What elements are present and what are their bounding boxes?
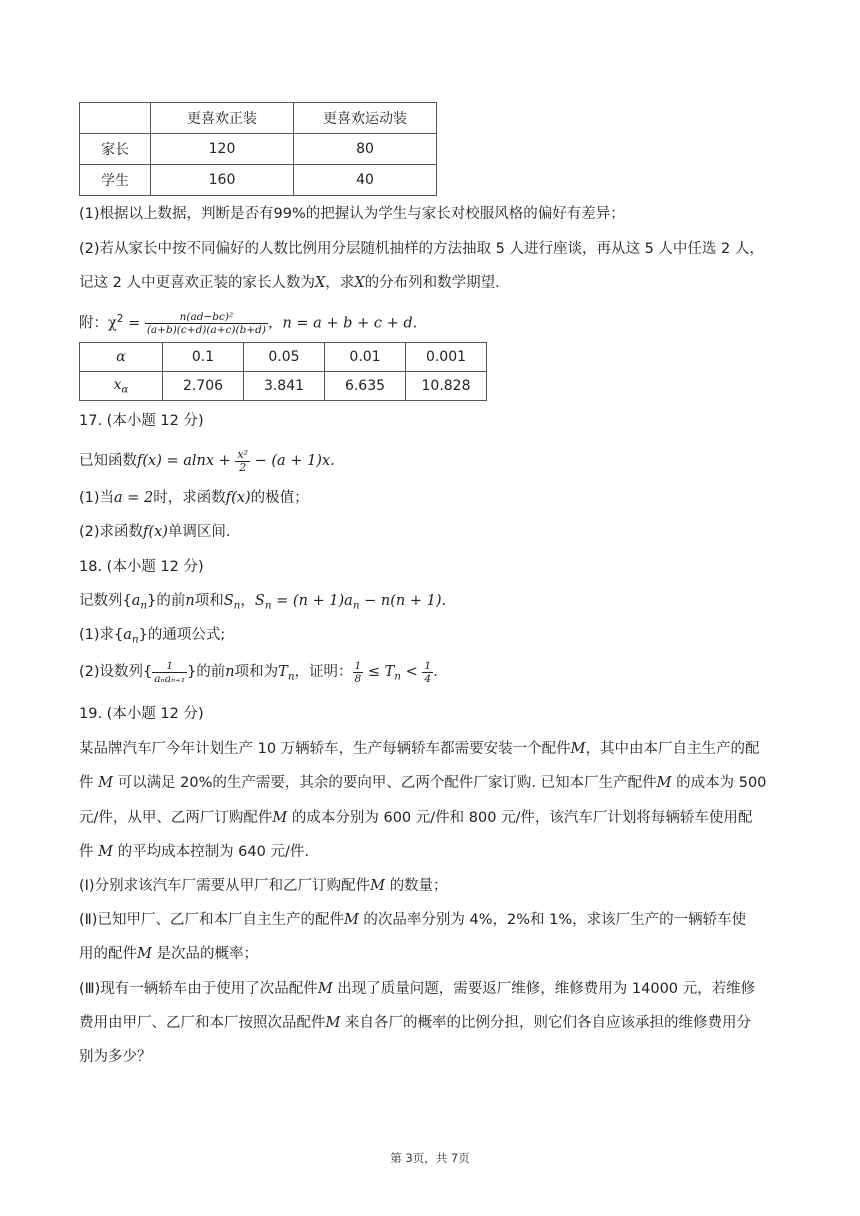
table-row — [80, 343, 487, 372]
q19-text-line1: 某品牌汽车厂今年计划生产 10 万辆轿车，生产每辆轿车都需要安装一个配件M，其中由本厂自主生产的配 — [79, 741, 760, 757]
page-footer: 第 3页，共 7页 — [390, 1151, 470, 1165]
table-header-cell — [80, 103, 151, 134]
table-cell: 0.001 — [406, 343, 487, 372]
table-cell: 120 — [151, 134, 294, 165]
table-cell: 3.841 — [244, 372, 325, 401]
q16-part2-line1: (2)若从家长中按不同偏好的人数比例用分层随机抽样的方法抽取 5 人进行座谈，再从这 5 人中任选 2 人， — [79, 241, 764, 257]
q17-intro: 已知函数f(x) = alnx + $\frac{\text{x²}}{2}$ − (a + 1)x. — [79, 447, 335, 474]
chi-fraction: $\frac{\text{n(ad−bc)²}}{(a+b)(c+d)(a+c)(b+d)}$ — [146, 311, 266, 337]
alpha-label: α — [80, 343, 163, 372]
q19-part2-line1: (Ⅱ)已知甲厂、乙厂和本厂自主生产的配件M 的次品率分别为 4%，2%和 1%，求该厂生产的一辆轿车使 — [79, 912, 747, 928]
row-label: 学生 — [80, 165, 151, 196]
table-header-cell: 更喜欢运动装 — [294, 103, 437, 134]
q18-title: 18. (本小题 12 分) — [79, 559, 204, 575]
q17-part2: (2)求函数f(x)单调区间. — [79, 524, 231, 540]
q17-part1: (1)当a = 2时，求函数f(x)的极值； — [79, 490, 309, 506]
q19-part1: (Ⅰ)分别求该汽车厂需要从甲厂和乙厂订购配件M 的数量； — [79, 878, 448, 894]
table-cell: 6.635 — [325, 372, 406, 401]
q19-part2-line2: 用的配件M 是次品的概率； — [79, 946, 258, 962]
q18-part1: (1)求$\{a_n\}$的通项公式; — [79, 627, 226, 646]
q18-sequence-fraction: $\frac{1}{\text{aₙaₙ₊₁}}$ — [154, 659, 186, 685]
q17-title: 17. (本小题 12 分) — [79, 413, 204, 429]
q19-title: 19. (本小题 12 分) — [79, 706, 204, 722]
table-cell: 0.01 — [325, 343, 406, 372]
q18-lower-bound-fraction: $\frac{1}{8}$ — [354, 659, 362, 685]
q18-intro: 记数列$\{a_n\}$的前n项和$S_n$，$S_n = (n + 1)a_n - n(n + 1)$. — [79, 593, 447, 612]
q19-part3-line1: (Ⅲ)现有一辆轿车由于使用了次品配件M 出现了质量问题，需要返厂维修，维修费用为 14000 元，若维修 — [79, 981, 756, 997]
x-alpha-label: $x_\alpha$ — [80, 372, 163, 401]
table-cell: 80 — [294, 134, 437, 165]
critical-value-table — [79, 342, 487, 401]
q16-part2-line2: 记这 2 人中更喜欢正装的家长人数为X，求X的分布列和数学期望. — [79, 275, 500, 291]
table-row — [80, 134, 437, 165]
q19-text-line3: 元/件，从甲、乙两厂订购配件M 的成本分别为 600 元/件和 800 元/件，该汽车厂计划将每辆轿车使用配 — [79, 810, 753, 826]
q16-part1: (1)根据以上数据，判断是否有99%的把握认为学生与家长对校服风格的偏好有差异； — [79, 206, 625, 222]
table-cell: 40 — [294, 165, 437, 196]
table-cell: 10.828 — [406, 372, 487, 401]
q17-fraction: $\frac{\text{x²}}{2}$ — [237, 447, 249, 474]
q18-upper-bound-fraction: $\frac{1}{4}$ — [424, 659, 432, 685]
table-cell: 0.1 — [163, 343, 244, 372]
row-label: 家长 — [80, 134, 151, 165]
table-row — [80, 103, 437, 134]
preference-table — [79, 102, 437, 196]
q19-part3-line2: 费用由甲厂、乙厂和本厂按照次品配件M 来自各厂的概率的比例分担，则它们各自应该承担的维修费用分 — [79, 1015, 751, 1031]
q19-part3-line3: 别为多少？ — [79, 1049, 152, 1065]
q19-text-line4: 件 M 的平均成本控制为 640 元/件. — [79, 844, 309, 860]
table-header-cell: 更喜欢正装 — [151, 103, 294, 134]
q19-text-line2: 件 M 可以满足 20%的生产需要，其余的要向甲、乙两个配件厂家订购. 已知本厂生产配件M 的成本为 500 — [79, 775, 767, 791]
chi-square-formula: 附：$\chi^2$ = $\frac{\text{n(ad−bc)²}}{(a+b)(c+d)(a+c)(b+d)}$ ，n = a + b + c + d. — [79, 311, 418, 337]
table-row — [80, 165, 437, 196]
table-cell: 2.706 — [163, 372, 244, 401]
table-cell: 160 — [151, 165, 294, 196]
table-row — [80, 372, 487, 401]
table-cell: 0.05 — [244, 343, 325, 372]
q18-part2: (2)设数列{ $\frac{1}{\text{aₙaₙ₊₁}}$ }的前n项和为$T_n$，证明： $\frac{1}{8}$ ≤ $T_n$ < $\frac{1}{4}$ . — [79, 659, 438, 685]
